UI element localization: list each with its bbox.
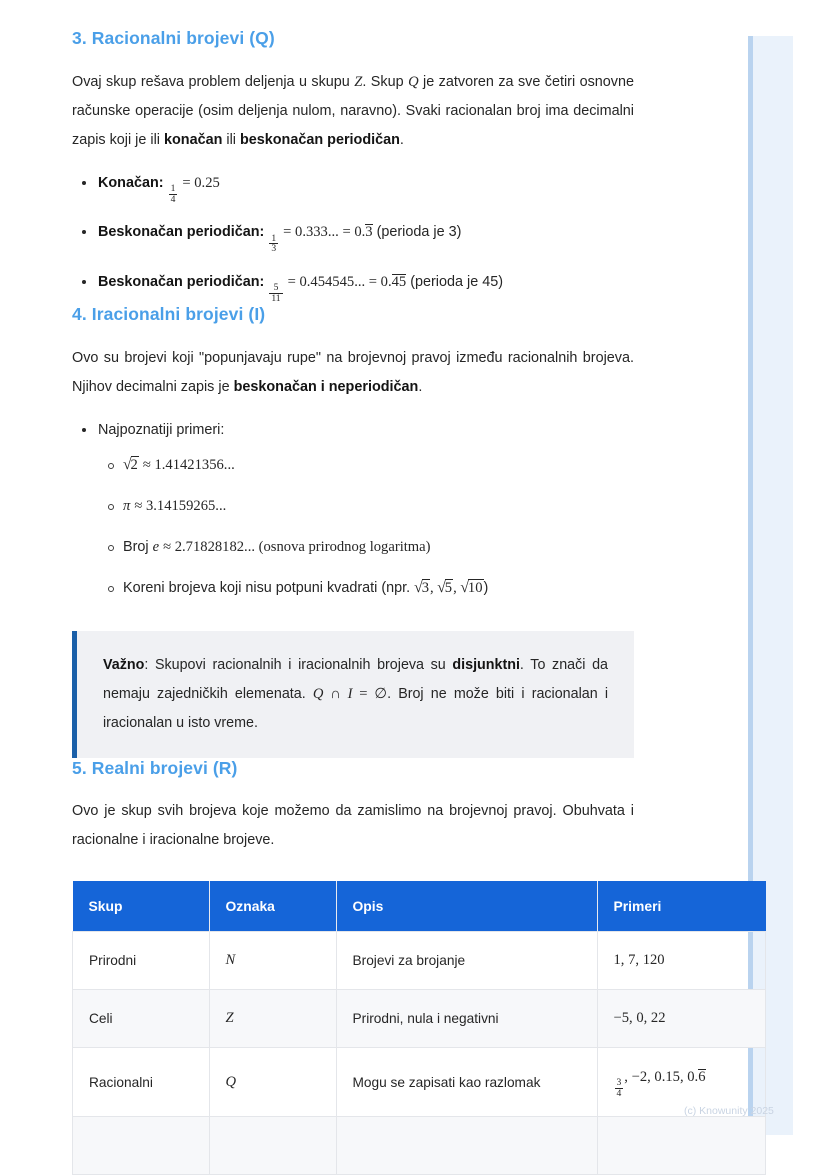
primeri-rest: , −2, 0.15, 0. bbox=[624, 1069, 699, 1086]
radicand: 5 bbox=[444, 579, 453, 596]
repeating-overline: 3 bbox=[365, 224, 373, 241]
list-intro-label: Najpoznatiji primeri: bbox=[98, 421, 225, 438]
sqrt-10 bbox=[460, 580, 483, 596]
fraction-denominator: 3 bbox=[271, 243, 277, 255]
fraction-denominator: 4 bbox=[170, 193, 176, 205]
fraction-one-quarter bbox=[169, 184, 178, 205]
emphasis-disjunktni: disjunktni bbox=[452, 656, 520, 673]
text-frag: ili bbox=[222, 131, 240, 148]
math-intersection: ∩ bbox=[323, 685, 348, 702]
list-item bbox=[98, 416, 634, 601]
radical-sign: √ bbox=[414, 578, 423, 596]
callout-text bbox=[103, 651, 608, 738]
approx-value: ≈ 2.71828182... (osnova prirodnog logaritma) bbox=[163, 538, 431, 555]
math-q: Q bbox=[312, 685, 324, 702]
text-frag: Koreni brojeva koji nisu potpuni kvadrati (npr. bbox=[123, 579, 415, 596]
callout-label: Važno bbox=[103, 656, 145, 673]
text-frag: ) bbox=[483, 579, 489, 596]
text-frag: . Skup bbox=[362, 73, 409, 90]
list-item bbox=[123, 575, 634, 601]
radical-sign: √ bbox=[460, 578, 469, 596]
bullet-label: Beskonačan periodičan: bbox=[98, 274, 265, 291]
emphasis-konacan: konačan bbox=[163, 131, 223, 148]
cell-oznaka: N bbox=[209, 932, 336, 990]
text-frag: . bbox=[399, 131, 404, 148]
text-frag: Ovaj skup rešava problem deljenja u skupu bbox=[72, 73, 355, 90]
fraction-numerator: 1 bbox=[170, 182, 176, 194]
heading-rational-numbers: 3. Racionalni brojevi (Q) bbox=[72, 28, 275, 48]
table-body bbox=[73, 932, 766, 1175]
sqrt-3 bbox=[414, 580, 430, 596]
bullet-label: Beskonačan periodičan: bbox=[98, 224, 265, 241]
table-header bbox=[73, 881, 766, 932]
text-frag: je zatvoren za sve četiri osnovne računske operacije (osim deljenja nulom, naravno). Svaki racionalan broj ima decimalni zapis koji je ili bbox=[72, 73, 635, 148]
math-q: Q bbox=[408, 73, 419, 90]
text-frag: Broj bbox=[123, 538, 153, 555]
list-item bbox=[123, 452, 634, 478]
fraction-numerator: 5 bbox=[273, 282, 279, 294]
cell-opis: Mogu se zapisati kao razlomak bbox=[336, 1048, 597, 1117]
table-row bbox=[73, 932, 766, 990]
cell-oznaka bbox=[209, 1117, 336, 1175]
math-i: I bbox=[347, 685, 353, 702]
pi-symbol: π bbox=[123, 497, 131, 514]
cell-opis: Prirodni, nula i negativni bbox=[336, 990, 597, 1048]
repeating-overline: 45 bbox=[391, 274, 407, 291]
fraction-denominator: 4 bbox=[616, 1088, 622, 1100]
callout-important bbox=[72, 631, 634, 758]
equals-value: = 0.25 bbox=[182, 174, 220, 191]
cell-skup: Celi bbox=[73, 990, 210, 1048]
repeating-overline: 6 bbox=[698, 1069, 706, 1086]
paragraph-real-intro: Ovo je skup svih brojeva koje možemo da zamislimo na brojevnoj pravoj. Obuhvata i racionalne i iracionalne brojeve. bbox=[72, 803, 634, 849]
column-header-oznaka: Oznaka bbox=[209, 881, 336, 932]
equals-value: = 0.333... = 0. bbox=[283, 224, 366, 241]
text-frag: : Skupovi racionalnih i iracionalnih brojeva su bbox=[144, 656, 453, 673]
cell-oznaka: Z bbox=[209, 990, 336, 1048]
math-empty-set: = ∅ bbox=[352, 685, 388, 702]
fraction-one-third bbox=[269, 234, 278, 255]
radical-sign: √ bbox=[123, 455, 132, 473]
fraction-denominator: 11 bbox=[271, 292, 281, 304]
number-sets-table bbox=[72, 881, 766, 1175]
cell-skup: Racionalni bbox=[73, 1048, 210, 1117]
cell-skup bbox=[73, 1117, 210, 1175]
math-z: Z bbox=[354, 73, 363, 90]
cell-primeri: 1, 7, 120 bbox=[597, 932, 766, 990]
list-item bbox=[98, 218, 634, 254]
paragraph-rational-intro bbox=[72, 68, 634, 155]
sublist-famous-irrationals bbox=[98, 452, 634, 601]
separator: , bbox=[453, 579, 461, 596]
radicand: 2 bbox=[130, 456, 138, 473]
column-header-opis: Opis bbox=[336, 881, 597, 932]
list-item bbox=[123, 493, 634, 519]
table-row bbox=[73, 990, 766, 1048]
text-frag: . To znači da nemaju zajedničkih elemenata. bbox=[103, 656, 608, 702]
text-frag: . Broj ne može biti i racionalan i iracionalan u isto vreme. bbox=[103, 685, 608, 731]
list-item bbox=[98, 169, 634, 205]
bullet-label: Konačan: bbox=[98, 174, 164, 191]
table-row bbox=[73, 1048, 766, 1117]
equals-value: = 0.454545... = 0. bbox=[287, 274, 392, 291]
emphasis-beskonacan-neperiodican: beskonačan i neperiodičan bbox=[233, 378, 419, 395]
sqrt-2 bbox=[123, 457, 139, 473]
document-content bbox=[72, 28, 706, 1175]
cell-opis: Brojevi za brojanje bbox=[336, 932, 597, 990]
text-frag: Ovo su brojevi koji "popunjavaju rupe" na brojevnoj pravoj između racionalnih brojeva. Njihov decimalni zapis je bbox=[72, 349, 634, 395]
heading-real-numbers: 5. Realni brojevi (R) bbox=[72, 757, 238, 778]
column-header-primeri: Primeri bbox=[597, 881, 766, 932]
cell-primeri: −5, 0, 22 bbox=[597, 990, 766, 1048]
list-item bbox=[123, 534, 634, 560]
fraction-five-elevenths bbox=[269, 283, 282, 304]
fraction-three-quarters bbox=[615, 1078, 624, 1099]
sqrt-5 bbox=[437, 580, 453, 596]
table-row bbox=[73, 1117, 766, 1175]
period-note: (perioda je 45) bbox=[410, 274, 504, 291]
approx-value: ≈ 1.41421356... bbox=[142, 456, 235, 473]
cell-oznaka: Q bbox=[209, 1048, 336, 1117]
column-header-skup: Skup bbox=[73, 881, 210, 932]
fraction-numerator: 1 bbox=[271, 232, 277, 244]
radicand: 3 bbox=[421, 579, 429, 596]
separator: , bbox=[429, 579, 438, 596]
copyright-watermark: (c) Knowunity 2025 bbox=[684, 1105, 774, 1117]
period-note: (perioda je 3) bbox=[376, 224, 462, 241]
fraction-numerator: 3 bbox=[616, 1077, 622, 1089]
approx-value: ≈ 3.14159265... bbox=[134, 497, 227, 514]
emphasis-beskonacan-periodican: beskonačan periodičan bbox=[239, 131, 400, 148]
paragraph-irrational-intro bbox=[72, 344, 634, 402]
cell-skup: Prirodni bbox=[73, 932, 210, 990]
heading-irrational-numbers: 4. Iracionalni brojevi (I) bbox=[72, 303, 266, 324]
list-rational-examples bbox=[72, 169, 634, 304]
e-symbol: e bbox=[152, 538, 160, 555]
radicand: 10 bbox=[467, 579, 483, 596]
list-item bbox=[98, 268, 634, 304]
table-header-row bbox=[73, 881, 766, 932]
radical-sign: √ bbox=[437, 578, 446, 596]
cell-primeri bbox=[597, 1117, 766, 1175]
cell-opis bbox=[336, 1117, 597, 1175]
text-frag: . bbox=[418, 378, 423, 395]
list-irrational-examples bbox=[72, 416, 634, 601]
